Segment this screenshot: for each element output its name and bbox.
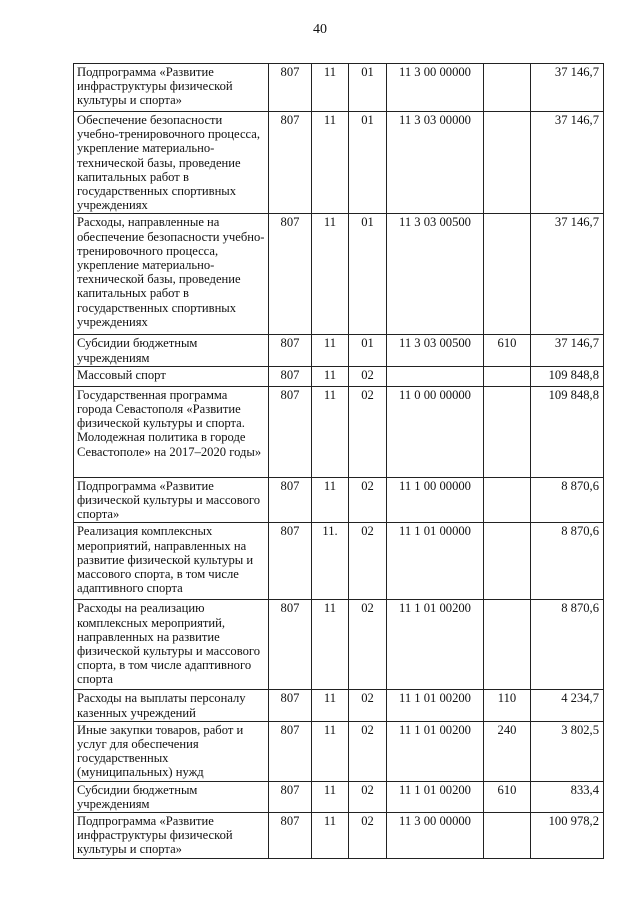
row-subsection-code: 01	[349, 335, 387, 366]
row-name: Государственная программа города Севастополя «Развитие физической культуры и спорта. Молодежная политика в городе Севастополе» на 2017–2020 годы»	[74, 386, 269, 477]
row-section-code: 11	[312, 600, 349, 690]
row-expense-type	[484, 214, 531, 335]
row-target-article: 11 1 00 00000	[387, 477, 484, 523]
row-subsection-code: 02	[349, 600, 387, 690]
row-name: Расходы, направленные на обеспечение безопасности учебно-тренировочного процесса, укрепление материально-технической базы, проведение капитальных работ в государственных спортивных учреждениях	[74, 214, 269, 335]
row-expense-type: 610	[484, 335, 531, 366]
row-section-code: 11	[312, 112, 349, 214]
row-subsection-code: 02	[349, 781, 387, 812]
row-ved-code: 807	[269, 477, 312, 523]
row-subsection-code: 02	[349, 690, 387, 721]
row-section-code: 11	[312, 386, 349, 477]
row-subsection-code: 02	[349, 813, 387, 859]
table-row	[74, 781, 604, 812]
row-subsection-code: 02	[349, 523, 387, 600]
row-name: Субсидии бюджетным учреждениям	[74, 335, 269, 366]
row-subsection-code: 02	[349, 386, 387, 477]
row-ved-code: 807	[269, 781, 312, 812]
row-target-article: 11 1 01 00200	[387, 781, 484, 812]
row-amount: 4 234,7	[531, 690, 604, 721]
row-amount: 37 146,7	[531, 64, 604, 112]
row-target-article: 11 1 01 00200	[387, 721, 484, 781]
row-name: Массовый спорт	[74, 366, 269, 386]
row-expense-type	[484, 386, 531, 477]
row-amount: 3 802,5	[531, 721, 604, 781]
row-name: Расходы на выплаты персоналу казенных учреждений	[74, 690, 269, 721]
row-target-article	[387, 366, 484, 386]
row-subsection-code: 01	[349, 112, 387, 214]
row-expense-type	[484, 813, 531, 859]
row-name: Подпрограмма «Развитие инфраструктуры физической культуры и спорта»	[74, 813, 269, 859]
row-subsection-code: 02	[349, 366, 387, 386]
table-row	[74, 690, 604, 721]
row-subsection-code: 02	[349, 477, 387, 523]
row-target-article: 11 3 03 00500	[387, 214, 484, 335]
row-subsection-code: 02	[349, 721, 387, 781]
table-row	[74, 366, 604, 386]
row-name: Подпрограмма «Развитие физической культуры и массового спорта»	[74, 477, 269, 523]
row-subsection-code: 01	[349, 64, 387, 112]
table-row	[74, 386, 604, 477]
row-section-code: 11	[312, 214, 349, 335]
row-section-code: 11	[312, 366, 349, 386]
table-row	[74, 214, 604, 335]
row-target-article: 11 3 03 00500	[387, 335, 484, 366]
row-section-code: 11	[312, 335, 349, 366]
budget-table	[73, 63, 604, 859]
table-row	[74, 813, 604, 859]
row-amount: 8 870,6	[531, 477, 604, 523]
row-name: Обеспечение безопасности учебно-тренировочного процесса, укрепление материально-технической базы, проведение капитальных работ в государственных спортивных учреждениях	[74, 112, 269, 214]
row-amount: 37 146,7	[531, 112, 604, 214]
row-amount: 8 870,6	[531, 523, 604, 600]
table-row	[74, 477, 604, 523]
row-name: Иные закупки товаров, работ и услуг для обеспечения государственных (муниципальных) нужд	[74, 721, 269, 781]
row-name: Расходы на реализацию комплексных мероприятий, направленных на развитие физической культуры и массового спорта, в том числе адаптивного спорта	[74, 600, 269, 690]
row-target-article: 11 1 01 00200	[387, 600, 484, 690]
row-section-code: 11	[312, 690, 349, 721]
row-section-code: 11	[312, 64, 349, 112]
row-expense-type	[484, 64, 531, 112]
row-ved-code: 807	[269, 523, 312, 600]
row-amount: 109 848,8	[531, 366, 604, 386]
row-target-article: 11 3 00 00000	[387, 813, 484, 859]
page-number: 40	[313, 22, 327, 37]
row-ved-code: 807	[269, 386, 312, 477]
row-ved-code: 807	[269, 214, 312, 335]
row-target-article: 11 1 01 00000	[387, 523, 484, 600]
row-section-code: 11.	[312, 523, 349, 600]
row-expense-type	[484, 600, 531, 690]
row-name: Субсидии бюджетным учреждениям	[74, 781, 269, 812]
table-row	[74, 721, 604, 781]
row-ved-code: 807	[269, 64, 312, 112]
row-ved-code: 807	[269, 366, 312, 386]
row-amount: 37 146,7	[531, 335, 604, 366]
row-section-code: 11	[312, 813, 349, 859]
row-expense-type: 240	[484, 721, 531, 781]
row-ved-code: 807	[269, 335, 312, 366]
row-amount: 109 848,8	[531, 386, 604, 477]
row-amount: 833,4	[531, 781, 604, 812]
row-ved-code: 807	[269, 690, 312, 721]
row-expense-type: 610	[484, 781, 531, 812]
table-row	[74, 600, 604, 690]
row-expense-type	[484, 477, 531, 523]
row-name: Подпрограмма «Развитие инфраструктуры физической культуры и спорта»	[74, 64, 269, 112]
row-ved-code: 807	[269, 813, 312, 859]
row-target-article: 11 0 00 00000	[387, 386, 484, 477]
row-amount: 8 870,6	[531, 600, 604, 690]
table-row	[74, 523, 604, 600]
row-expense-type	[484, 523, 531, 600]
table-row	[74, 112, 604, 214]
row-section-code: 11	[312, 781, 349, 812]
row-ved-code: 807	[269, 600, 312, 690]
table-row	[74, 64, 604, 112]
row-ved-code: 807	[269, 721, 312, 781]
row-section-code: 11	[312, 721, 349, 781]
row-amount: 100 978,2	[531, 813, 604, 859]
row-amount: 37 146,7	[531, 214, 604, 335]
row-target-article: 11 3 00 00000	[387, 64, 484, 112]
row-expense-type	[484, 112, 531, 214]
row-name: Реализация комплексных мероприятий, направленных на развитие физической культуры и массового спорта, в том числе адаптивного спорта	[74, 523, 269, 600]
row-expense-type	[484, 366, 531, 386]
row-expense-type: 110	[484, 690, 531, 721]
row-target-article: 11 1 01 00200	[387, 690, 484, 721]
table-row	[74, 335, 604, 366]
row-target-article: 11 3 03 00000	[387, 112, 484, 214]
row-section-code: 11	[312, 477, 349, 523]
row-ved-code: 807	[269, 112, 312, 214]
row-subsection-code: 01	[349, 214, 387, 335]
